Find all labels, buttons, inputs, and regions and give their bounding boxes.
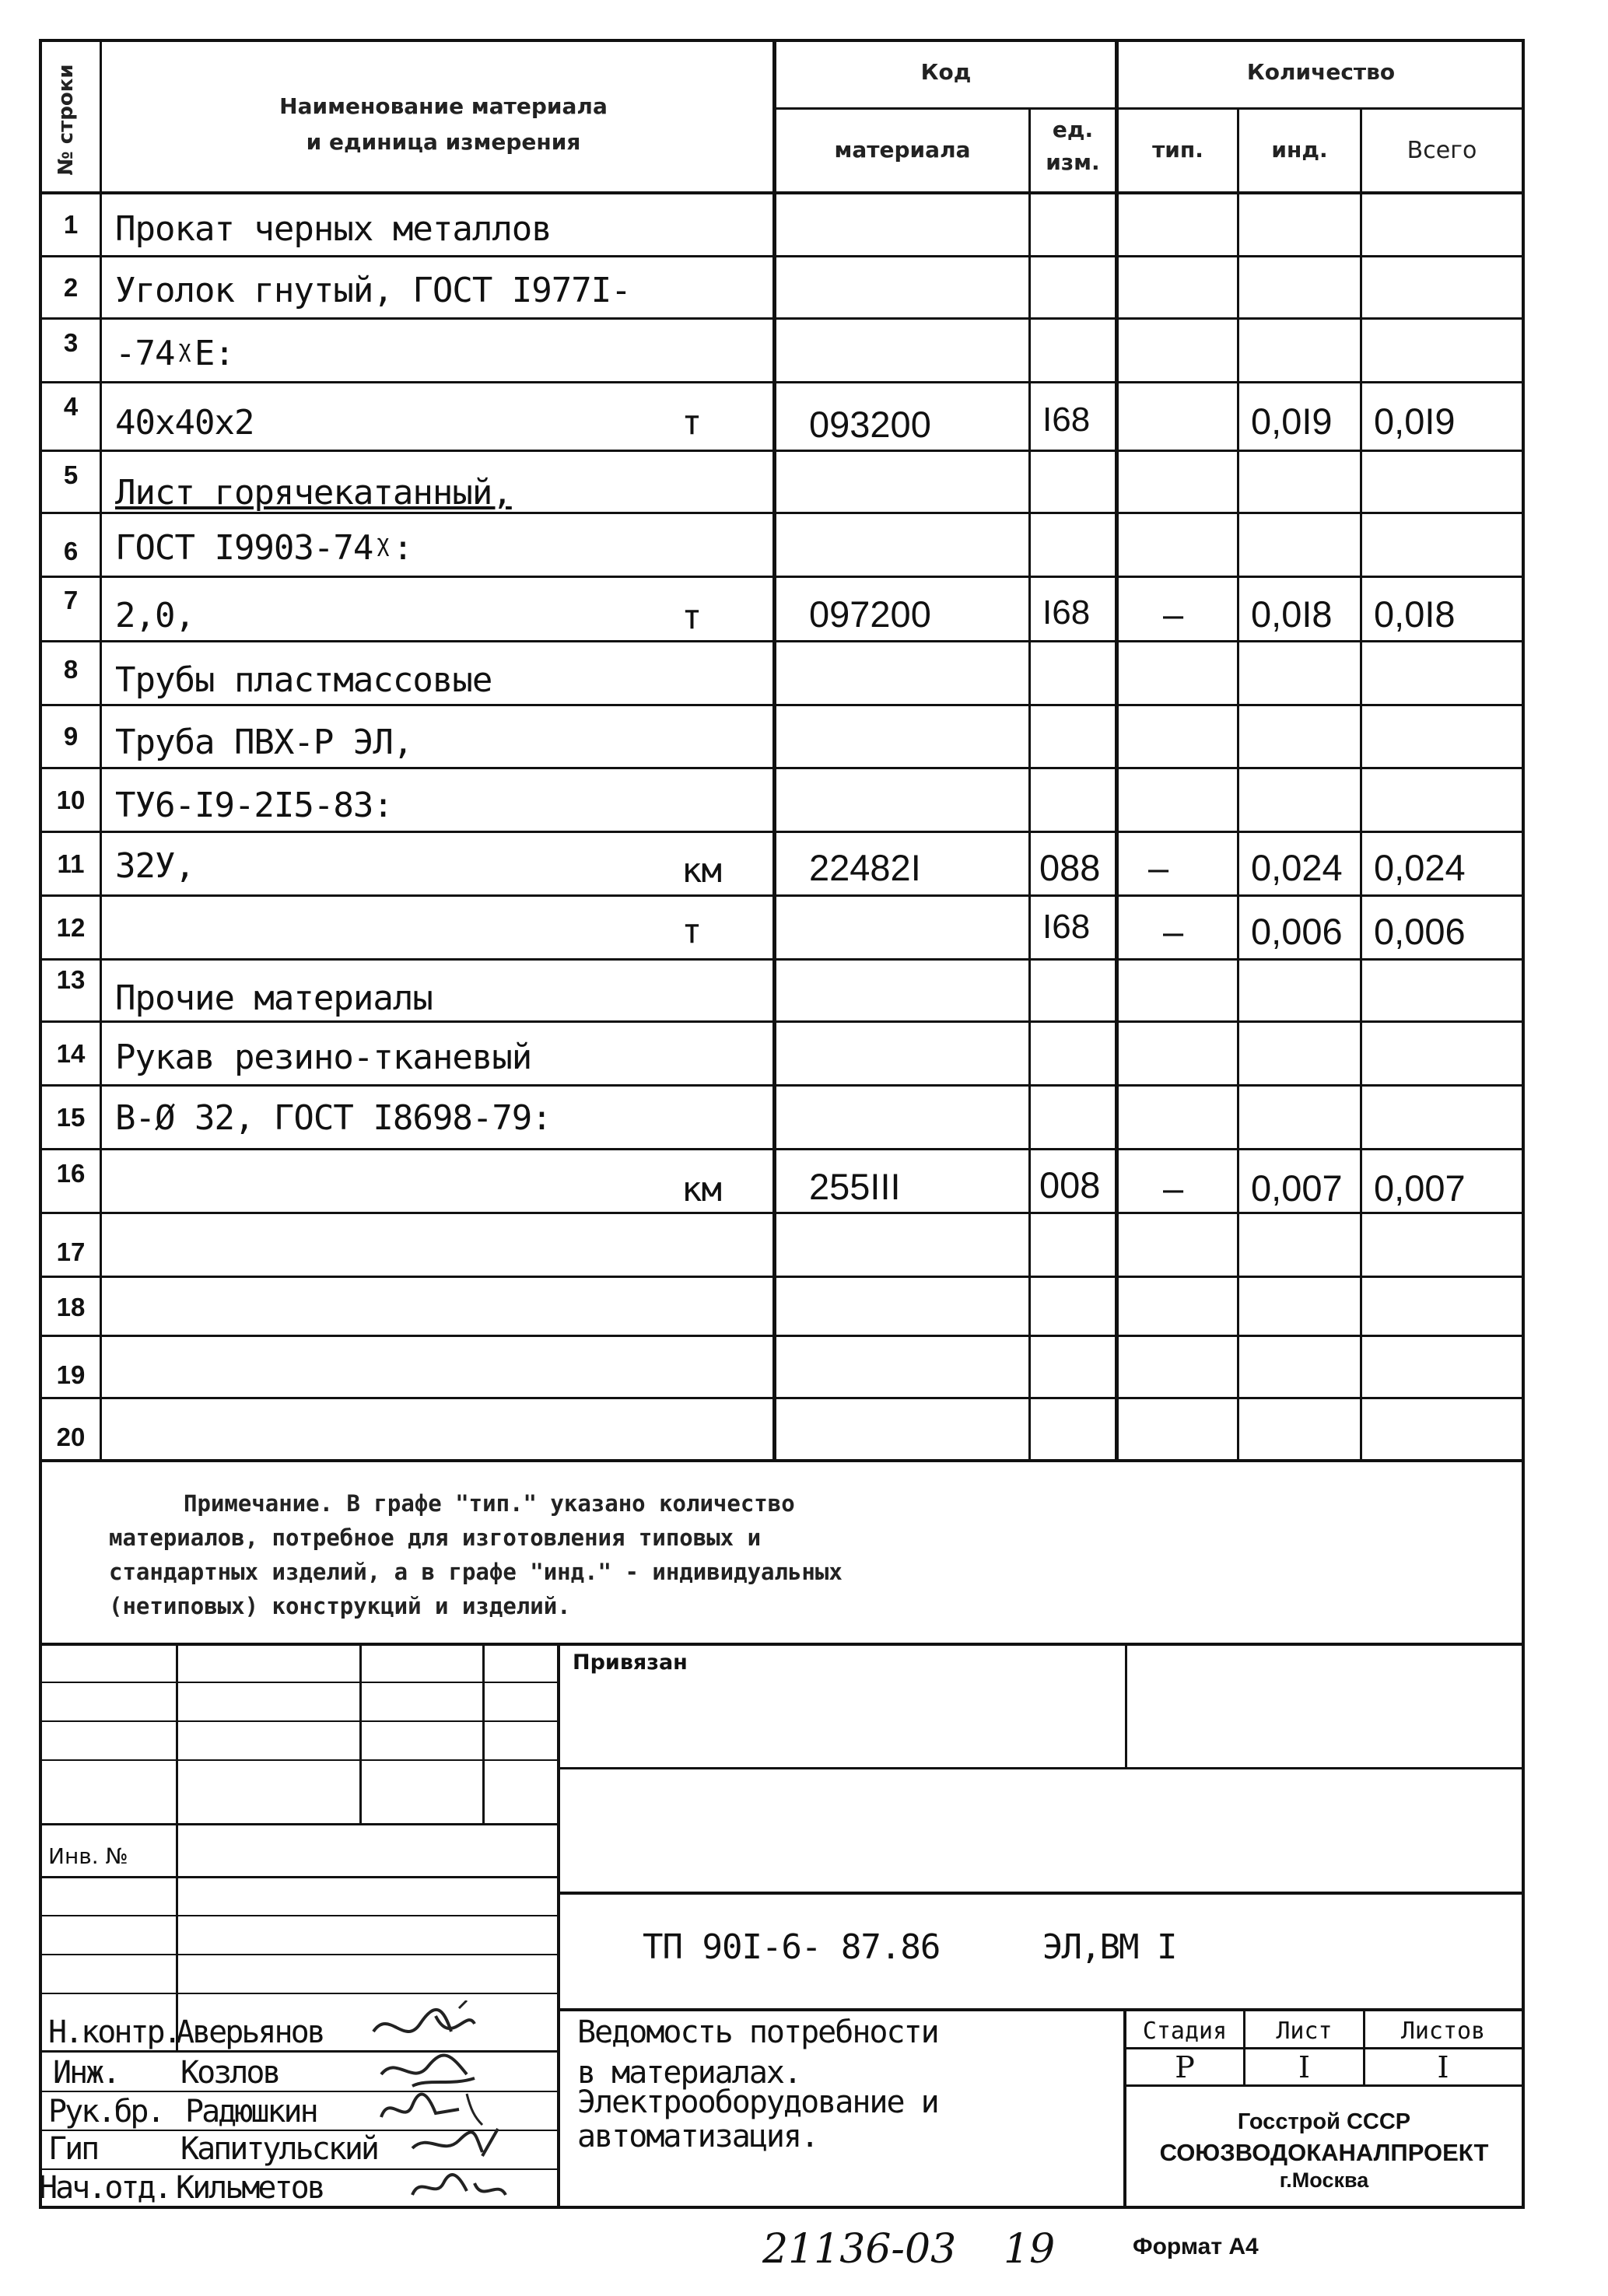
- unit-header-line1: ед.: [1052, 117, 1094, 142]
- signer-name: Козлов: [180, 2055, 279, 2091]
- row-number: 3: [63, 328, 79, 357]
- row-number: 13: [56, 965, 86, 994]
- signer-name: Радюшкин: [185, 2094, 317, 2130]
- organization-line: Госстрой СССР: [1237, 2109, 1411, 2134]
- row-number: 9: [63, 722, 79, 751]
- document-title-line: автоматизация.: [577, 2119, 818, 2154]
- material-code: 22482I: [809, 847, 921, 888]
- material-name: Прокат черных металлов: [115, 209, 552, 249]
- name-header-line1: Наименование материала: [279, 93, 608, 119]
- qty-typ: –: [1163, 1167, 1184, 1209]
- organization-line: г.Москва: [1279, 2168, 1369, 2192]
- stage-value: Р: [1175, 2050, 1195, 2084]
- signer-role: Рук.бр.: [48, 2094, 163, 2130]
- material-name: 40х40х2: [115, 403, 254, 443]
- row-number: 20: [56, 1423, 86, 1451]
- material-code: 097200: [809, 593, 931, 635]
- qty-typ: –: [1163, 911, 1184, 952]
- inventory-number-label: Инв. №: [48, 1843, 128, 1869]
- unit-code: 008: [1039, 1164, 1101, 1206]
- material-code: 255III: [809, 1166, 901, 1207]
- signer-role: Нач.отд.: [39, 2170, 170, 2206]
- row-number: 1: [63, 210, 79, 239]
- material-name: Труба ПВХ-Р ЭЛ,: [115, 723, 413, 762]
- row-number: 11: [57, 849, 85, 878]
- sheet-label: Лист: [1276, 2018, 1333, 2045]
- note-line: стандартных изделий, а в графе "инд." - индивидуальных: [109, 1559, 843, 1585]
- document-title-line: Электрооборудование и: [577, 2084, 938, 2120]
- unit-code: I68: [1042, 401, 1091, 439]
- qty-ind: 0,024: [1251, 847, 1343, 888]
- unit: т: [681, 597, 702, 637]
- sheets-value: I: [1437, 2050, 1449, 2084]
- row-number-header: № строки: [54, 64, 78, 176]
- code-material-header: материала: [834, 137, 971, 163]
- qty-total: 0,024: [1374, 847, 1466, 888]
- document-code: ТП 90I-6- 87.86: [643, 1927, 941, 1967]
- unit-header-line2: изм.: [1046, 149, 1100, 175]
- qty-ind-header: инд.: [1271, 137, 1328, 163]
- unit: т: [681, 912, 702, 951]
- material-name: Лист горячекатанный,: [115, 473, 512, 513]
- signer-role: Н.контр.: [48, 2014, 180, 2050]
- signer-name: Кильметов: [176, 2170, 324, 2206]
- qty-total: 0,0I8: [1374, 593, 1456, 635]
- row-number: 6: [63, 537, 79, 565]
- row-number: 5: [63, 460, 79, 489]
- signer-name: Капитульский: [180, 2131, 377, 2167]
- document-title-line: в материалах.: [577, 2055, 801, 2091]
- page-number: 19: [1004, 2226, 1056, 2273]
- row-number: 18: [56, 1293, 86, 1321]
- row-number: 4: [63, 392, 79, 421]
- material-name: ГОСТ I9903-74ᵡ:: [115, 528, 413, 568]
- qty-typ: –: [1148, 847, 1169, 888]
- note-line: Примечание. В графе "тип." указано количество: [184, 1490, 795, 1517]
- material-name: 2,0,: [115, 596, 194, 635]
- note-line: (нетиповых) конструкций и изделий.: [109, 1593, 571, 1619]
- row-number: 16: [56, 1159, 86, 1188]
- material-name: ТУ6-I9-2I5-83:: [115, 786, 393, 825]
- row-number: 8: [63, 655, 79, 684]
- sheets-label: Листов: [1400, 2018, 1486, 2045]
- signer-role: Гип: [48, 2131, 98, 2167]
- row-number: 14: [56, 1038, 86, 1068]
- stage-label: Стадия: [1142, 2018, 1228, 2045]
- signature-scribbles: [366, 2000, 552, 2209]
- name-header-line2: и единица измерения: [306, 129, 581, 155]
- qty-typ: –: [1163, 593, 1184, 635]
- organization-line: СОЮЗВОДОКАНАЛПРОЕКТ: [1159, 2139, 1489, 2166]
- material-code: 093200: [809, 404, 931, 445]
- unit: т: [681, 403, 702, 443]
- unit: км: [681, 1170, 721, 1209]
- row-number: 2: [63, 272, 79, 302]
- document-suffix: ЭЛ,ВМ I: [1042, 1927, 1176, 1967]
- unit-code: I68: [1042, 593, 1091, 632]
- row-number: 12: [56, 912, 86, 942]
- row-number: 7: [63, 586, 79, 614]
- row-number: 17: [56, 1237, 86, 1266]
- quantity-group-header: Количество: [1246, 59, 1396, 85]
- material-name: Трубы пластмассовые: [115, 660, 492, 700]
- linked-label: Привязан: [573, 1650, 688, 1675]
- material-name: -74ᵡЕ:: [115, 334, 234, 373]
- unit-code: I68: [1042, 908, 1091, 946]
- qty-ind: 0,0I8: [1251, 593, 1333, 635]
- material-name: Прочие материалы: [115, 978, 433, 1018]
- material-name: Уголок гнутый, ГОСТ I977I-: [115, 271, 631, 310]
- qty-typ-header: тип.: [1152, 137, 1203, 163]
- format-label: Формат А4: [1133, 2234, 1259, 2259]
- row-number: 10: [56, 785, 86, 814]
- signer-name: Аверьянов: [176, 2014, 324, 2050]
- code-group-header: Код: [920, 59, 972, 85]
- qty-total: 0,007: [1374, 1167, 1466, 1209]
- qty-total: 0,006: [1374, 911, 1466, 952]
- unit-code: 088: [1039, 847, 1101, 888]
- note-line: материалов, потребное для изготовления типовых и: [109, 1524, 762, 1551]
- sheet-value: I: [1298, 2050, 1310, 2084]
- material-name: Рукав резино-тканевый: [115, 1038, 532, 1077]
- qty-total-header: Всего: [1407, 137, 1477, 164]
- row-number: 19: [56, 1360, 86, 1389]
- handwritten-archive-number: 21136-03: [762, 2226, 957, 2273]
- material-name: В-Ø 32, ГОСТ I8698-79:: [115, 1098, 552, 1138]
- unit: км: [681, 851, 721, 891]
- signer-role: Инж.: [53, 2055, 119, 2091]
- qty-total: 0,0I9: [1374, 401, 1456, 442]
- document-title-line: Ведомость потребности: [577, 2014, 938, 2050]
- row-number: 15: [56, 1102, 86, 1132]
- qty-ind: 0,007: [1251, 1167, 1343, 1209]
- material-name: 32У,: [115, 846, 194, 886]
- qty-ind: 0,006: [1251, 911, 1343, 952]
- qty-ind: 0,0I9: [1251, 401, 1333, 442]
